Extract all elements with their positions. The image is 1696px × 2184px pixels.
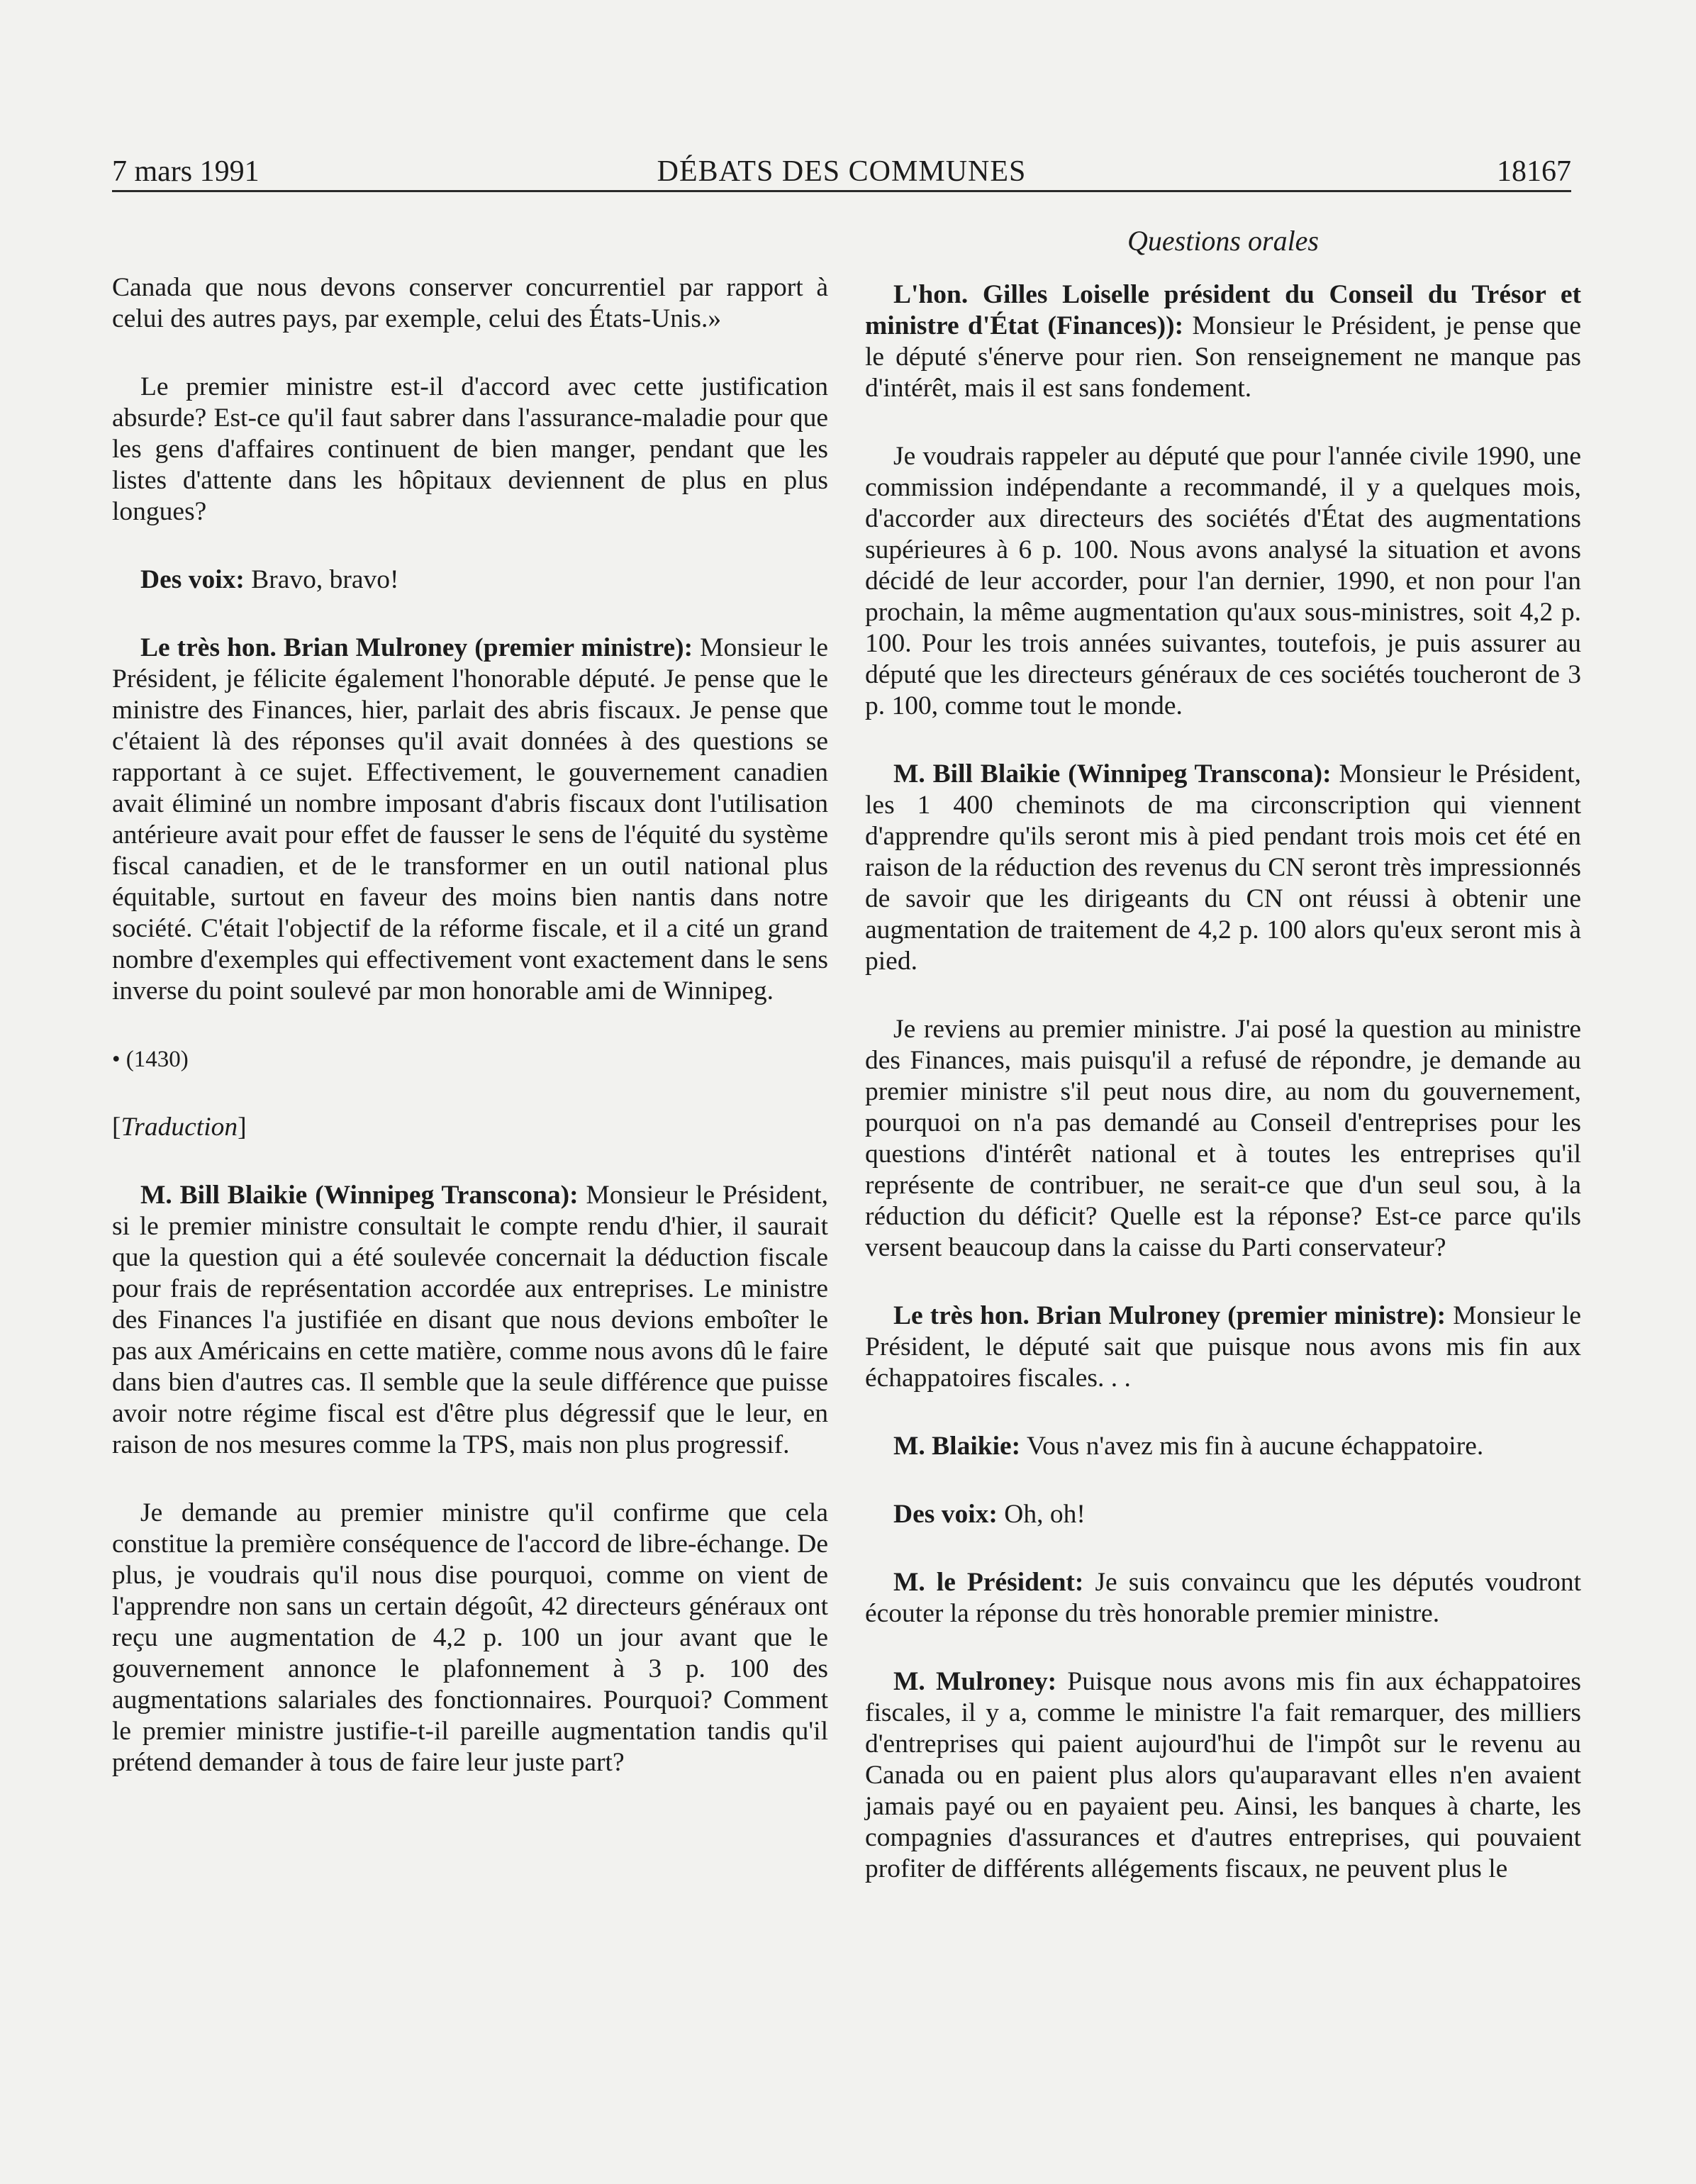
- translation-tag: [Traduction]: [112, 1113, 247, 1142]
- paragraph: [865, 1431, 1581, 1462]
- paragraph: Le premier ministre est-il d'accord avec cette justification absurde? Est-ce qu'il faut sabrer dans l'assurance-maladie pour que les gens d'affaires continuent de bien manger, pendant que les listes d'attente dans les hôpitaux deviennent de plus en plus longues?: [112, 372, 828, 526]
- page-header: [112, 153, 1571, 193]
- speech-text: Monsieur le Président, le député sait que puisque nous avons mis fin aux échappatoires fiscales. . .: [865, 1301, 1581, 1393]
- paragraph: [865, 1666, 1581, 1885]
- speech-text: Monsieur le Président, je félicite également l'honorable député. Je pense que le ministre des Finances, hier, parlait des abris fiscaux. Je pense que c'étaient là des réponses qu'il avait données à des questions se rapportant à ce sujet. Effectivement, le gouvernement canadien avait éliminé un nombre imposant d'abris fiscaux dont l'utilisation antérieure avait pour effet de fausser le sens de l'équité du système fiscal canadien, et de le transformer en un outil national plus équitable, surtout en faveur des moins bien nantis dans notre société. C'était l'objectif de la réforme fiscale, et il a cité un grand nombre d'exemples qui effectivement vont exactement dans le sens inverse du point soulevé par mon honorable ami de Winnipeg.: [112, 633, 828, 1005]
- speech-text: Monsieur le Président, je pense que le député s'énerve pour rien. Son renseignement ne manque pas d'intérêt, mais il est sans fondement.: [865, 311, 1581, 403]
- left-column: [112, 272, 828, 1815]
- speaker-name: M. le Président:: [893, 1568, 1084, 1597]
- paragraph: Canada que nous devons conserver concurrentiel par rapport à celui des autres pays, par exemple, celui des États-Unis.»: [112, 273, 828, 333]
- speaker-name: M. Blaikie:: [893, 1432, 1021, 1461]
- header-rule: [112, 190, 1571, 192]
- speaker-name: M. Bill Blaikie (Winnipeg Transcona):: [140, 1181, 579, 1210]
- time-marker: • (1430): [112, 1047, 189, 1072]
- speech-text: Bravo, bravo!: [244, 565, 399, 594]
- paragraph: [865, 279, 1581, 404]
- speaker-name: Des voix:: [140, 565, 245, 594]
- speech-text: Je suis convaincu que les députés voudront écouter la réponse du très honorable premier ministre.: [865, 1568, 1582, 1628]
- speaker-name: M. Mulroney:: [893, 1667, 1057, 1696]
- paragraph: Je voudrais rappeler au député que pour l'année civile 1990, une commission indépendante a recommandé, il y a quelques mois, d'accorder aux directeurs des sociétés d'État des augmentations supérieures à 6 p. 100. Nous avons analysé la situation et avons décidé de leur accorder, pour l'an dernier, 1990, et non pour l'an prochain, la même augmentation qu'aux sous-ministres, soit 4,2 p. 100. Pour les trois années suivantes, toutefois, je puis assurer au député que les directeurs généraux de ces sociétés toucheront de 3 p. 100, comme tout le monde.: [865, 442, 1581, 720]
- speaker-name: M. Bill Blaikie (Winnipeg Transcona):: [893, 759, 1332, 789]
- section-title: Questions orales: [1127, 225, 1319, 257]
- speech-text: Vous n'avez mis fin à aucune échappatoire.: [1020, 1432, 1484, 1461]
- speech-text: Oh, oh!: [997, 1500, 1086, 1529]
- paragraph: Je demande au premier ministre qu'il confirme que cela constitue la première conséquence de l'accord de libre-échange. De plus, je voudrais qu'il nous dise pourquoi, comme on vient de l'apprendre non sans un certain dégoût, 42 directeurs généraux ont reçu une augmentation de 4,2 p. 100 un jour avant que le gouvernement annonce le plafonnement à 3 p. 100 des augmentations salariales des fonctionnaires. Pourquoi? Comment le premier ministre justifie-t-il pareille augmentation tandis qu'il prétend demander à tous de faire leur juste part?: [112, 1498, 828, 1777]
- header-page-number: 18167: [1497, 155, 1571, 188]
- translation-tag-text: Traduction: [121, 1113, 238, 1142]
- header-title: DÉBATS DES COMMUNES: [657, 155, 1027, 188]
- speaker-name: Des voix:: [893, 1500, 998, 1529]
- paragraph: [112, 633, 828, 1007]
- speaker-name: Le très hon. Brian Mulroney (premier ministre):: [140, 633, 693, 662]
- speaker-name: L'hon. Gilles Loiselle président du Conseil du Trésor et ministre d'État (Finances)):: [865, 280, 1581, 340]
- paragraph: Je reviens au premier ministre. J'ai posé la question au ministre des Finances, mais puisqu'il a refusé de répondre, je demande au premier ministre s'il peut nous dire, au nom du gouvernement, pourquoi on n'a pas demandé au Conseil d'entreprises pour les questions d'intérêt national et à toutes les entreprises qu'il représente de contribuer, ne serait-ce que d'un seul sou, à la réduction du déficit? Quelle est la réponse? Est-ce parce qu'ils versent beaucoup dans la caisse du Parti conservateur?: [865, 1015, 1581, 1262]
- paragraph: [865, 1300, 1581, 1394]
- right-column: [865, 279, 1581, 1922]
- speaker-name: Le très hon. Brian Mulroney (premier ministre):: [893, 1301, 1446, 1330]
- paragraph: [865, 759, 1581, 977]
- header-date: 7 mars 1991: [112, 155, 260, 188]
- paragraph: [865, 1567, 1581, 1629]
- speech-text: Monsieur le Président, les 1 400 cheminots de ma circonscription qui viennent d'apprendre qu'ils seront mis à pied pendant trois mois cet été en raison de la réduction des revenus du CN seront très impressionnés de savoir que les dirigeants du CN ont réussi à obtenir une augmentation de traitement de 4,2 p. 100 alors qu'eux seront mis à pied.: [865, 759, 1581, 976]
- paragraph: [112, 1180, 828, 1461]
- speech-text: Monsieur le Président, si le premier ministre consultait le compte rendu d'hier, il saurait que la question qui a été soulevée concernait la déduction fiscale pour frais de représentation accordée aux entreprises. Le ministre des Finances l'a justifiée en disant que nous devions emboîter le pas aux Américains en cette matière, comme nous avons dû le faire dans bien d'autres cas. Il semble que la seule différence que puisse avoir notre régime fiscal est d'être plus dégressif que le leur, en raison de nos mesures comme la TPS, mais non plus progressif.: [112, 1181, 828, 1459]
- paragraph: [112, 564, 828, 596]
- paragraph: [865, 1499, 1581, 1530]
- speech-text: Puisque nous avons mis fin aux échappatoires fiscales, il y a, comme le ministre l'a fait remarquer, des milliers d'entreprises qui paient aujourd'hui de l'impôt sur le revenu au Canada ou en paient plus alors qu'auparavant elles n'en avaient jamais payé ou en payaient peu. Ainsi, les banques à charte, les compagnies d'assurances et d'autres entreprises, qui pouvaient profiter de différents allégements fiscaux, ne peuvent plus le: [865, 1667, 1581, 1883]
